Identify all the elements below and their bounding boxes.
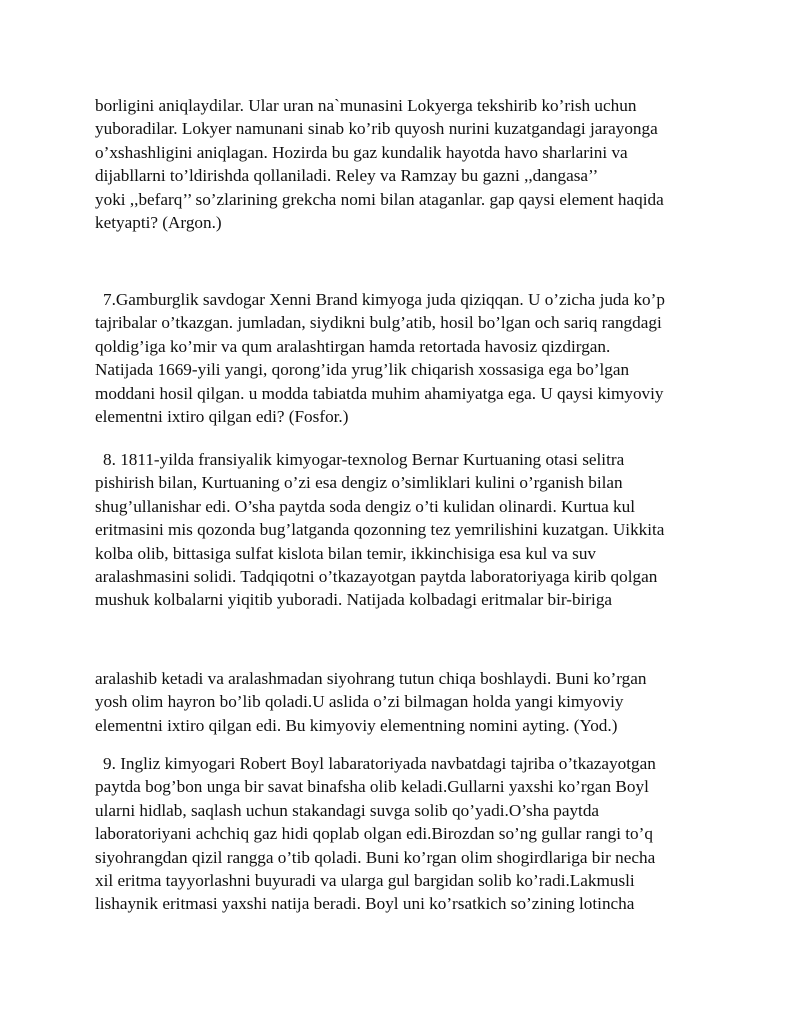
paragraph-argon [95,94,735,234]
text-line: borligini aniqlaydilar. Ular uran na`munasini Lokyerga tekshirib ko’rish uchun [95,96,637,115]
text-line: lishaynik eritmasi yaxshi natija beradi. Boyl uni ko’rsatkich so’zining lotincha [95,894,635,914]
text-line: yoki ,,befarq’’ so’zlarining grekcha nomi bilan ataganlar. gap qaysi element haqida [95,189,664,209]
paragraph-yod-part2 [95,667,735,737]
text-line: mushuk kolbalarni yiqitib yuboradi. Natijada kolbadagi eritmalar bir-biriga [95,590,613,610]
text-line: elementni ixtiro qilgan edi. Bu kimyoviy elementning nomini ayting. (Yod.) [95,715,618,735]
text-line: 9. Ingliz kimyogari Robert Boyl labaratoriyada navbatdagi tajriba o’tkazayotgan [103,754,656,773]
text-line: 8. 1811-yilda fransiyalik kimyogar-texnolog Bernar Kurtuaning otasi selitra [103,450,625,469]
text-line: elementni ixtiro qilgan edi? (Fosfor.) [95,407,349,427]
text-line: yosh olim hayron bo’lib qoladi.U aslida o’zi bilmagan holda yangi kimyoviy [95,692,624,712]
paragraph-yod-part1 [95,448,735,612]
text-line: ketyapti? (Argon.) [95,213,222,233]
text-line: ularni hidlab, saqlash uchun stakandagi suvga solib qo’yadi.O’sha paytda [95,800,600,820]
text-line: shug’ullanishar edi. O’sha paytda soda dengiz o’ti kulidan olinardi. Kurtua kul [95,496,636,516]
text-line: aralashmasini solidi. Tadqiqotni o’tkazayotgan paytda laboratoriyaga kirib qolgan [95,567,658,587]
text-line: siyohrangdan qizil rangga o’tib qoladi. Buni ko’rgan olim shogirdlariga bir necha [95,847,656,867]
text-line: moddani hosil qilgan. u modda tabiatda muhim ahamiyatga ega. U qaysi kimyoviy [95,383,664,403]
text-line: tajribalar o’tkazgan. jumladan, siydikni bulg’atib, hosil bo’lgan och sariq rangdagi [95,313,662,333]
text-line: Natijada 1669-yili yangi, qorong’ida yrug’lik chiqarish xossasiga ega bo’lgan [95,360,630,380]
text-line: paytda bog’bon unga bir savat binafsha olib keladi.Gullarni yaxshi ko’rgan Boyl [95,777,649,797]
text-line: o’xshashligini aniqlagan. Hozirda bu gaz kundalik hayotda havo sharlarini va [95,142,628,162]
paragraph-lakmus [95,752,735,916]
text-line: laboratoriyani achchiq gaz hidi qoplab olgan edi.Birozdan so’ng gullar rangi to’q [95,824,653,844]
text-line: eritmasini mis qozonda bug’latganda qozonning tez yemrilishini kuzatgan. Uikkita [95,520,665,540]
text-line: aralashib ketadi va aralashmadan siyohrang tutun chiqa boshlaydi. Buni ko’rgan [95,669,647,688]
paragraph-fosfor [95,288,735,428]
text-line: xil eritma tayyorlashni buyuradi va ularga gul bargidan solib ko’radi.Lakmusli [95,871,635,891]
text-line: yuboradilar. Lokyer namunani sinab ko’rib quyosh nurini kuzatgandagi jarayonga [95,119,658,139]
text-line: kolba olib, bittasiga sulfat kislota bilan temir, ikkinchisiga esa kul va suv [95,543,597,563]
text-line: pishirish bilan, Kurtuaning o’zi esa dengiz o’simliklari kulini o’rganish bilan [95,473,623,493]
text-line: 7.Gamburglik savdogar Xenni Brand kimyoga juda qiziqqan. U o’zicha juda ko’p [103,290,665,309]
text-line: qoldig’iga ko’mir va qum aralashtirgan hamda retortada havosiz qizdirgan. [95,336,611,356]
text-line: dijabllarni to’ldirishda qollaniladi. Reley va Ramzay bu gazni ,,dangasa’’ [95,166,599,186]
